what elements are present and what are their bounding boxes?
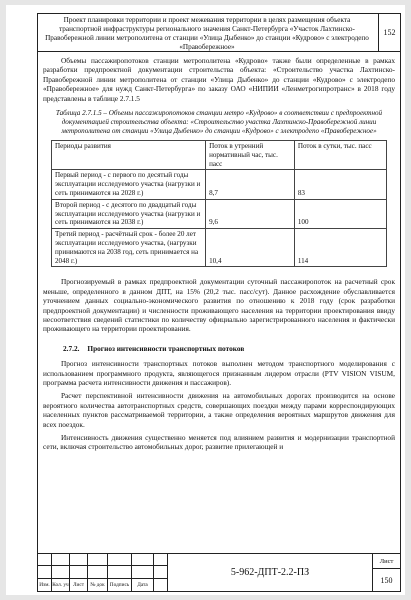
sheet-number: 150 [380, 576, 393, 585]
stamp-cell [52, 566, 70, 578]
page-frame [37, 13, 401, 592]
section-number: 2.7.2. [63, 343, 80, 353]
sheet-label: Лист [373, 554, 400, 569]
stamp-grid [38, 554, 168, 591]
stamp-cell [108, 554, 132, 566]
header-cell: Поток в утренний нормативный час, тыс. пасс [206, 141, 295, 170]
table-row [52, 229, 387, 267]
stamp-cell [88, 566, 108, 578]
title-block [38, 553, 400, 591]
header-cell: Периоды развития [52, 141, 206, 170]
hour-flow-cell: 9,6 [206, 199, 295, 228]
period-cell: Третий период - расчётный срок - более 20 лет эксплуатации исследуемого участка, (нагрузки принимаются на 2038 год, сеть принимается на 2048 г.) [52, 229, 206, 267]
period-cell: Второй период - с десятого по двадцатый годы эксплуатации исследуемого участка (нагрузки и сеть принимаются на 2038 г.) [52, 199, 206, 228]
stamp-cell [154, 566, 168, 578]
stamp-cell [154, 579, 168, 591]
table-row [52, 199, 387, 228]
header-page-number: 152 [378, 14, 400, 51]
stamp-label-date: Дата [132, 579, 154, 591]
section-paragraph: Расчет перспективной интенсивности движения на автомобильных дорогах производится на основе вероятного количества автотранспортных средств, совершающих поездки между парами корреспондирующих населенных пунктов рассматриваемой территории, а также определения вероятных маршрутов движения для всех поездок. [43, 391, 395, 429]
header-cell: Поток в сутки, тыс. пасс [294, 141, 386, 170]
day-flow-cell: 114 [294, 229, 386, 267]
stamp-cell [132, 566, 154, 578]
day-flow-cell: 83 [294, 170, 386, 199]
header-title: Проект планировки территории и проект межевания территории в целях размещения объекта транспортной инфраструктуры регионального значения Санкт-Петербурга «Участок Лахтинско-Правобережной линии метрополитена от станции «Улица Дыбенко» до станции «Кудрово» с электродепо «Правобережное» [45, 16, 369, 51]
intro-paragraph: Объемы пассажиропотоков станции метрополитена «Кудрово» также были определенные в рамках разработки предпроектной документации строительства объекта: «Строительство участка Лахтинско-Правобережной линии метрополитена от станции «Улица Дыбенко» до станции «Кудрово» с электродепо «Правобережное» для нужд Санкт-Петербурга» по заказу ОАО «НИПИИ «Ленметрогипротранс» в 2018 году представлены в таблице 2.7.1.5 [43, 56, 395, 103]
stamp-cell [70, 554, 88, 566]
stamp-cell [154, 554, 168, 566]
section-paragraph: Интенсивность движения существенно меняется под влиянием развития и модернизации транспортной сети, включая строительство автомобильных дорог, развитие прилегающей и [43, 433, 395, 452]
stamp-cell [88, 554, 108, 566]
stamp-label-kol: Кол. уч [52, 579, 70, 591]
stamp-cell [108, 566, 132, 578]
table-header-row [52, 141, 387, 170]
section-heading [63, 344, 395, 353]
page-header [38, 14, 400, 52]
day-flow-cell: 100 [294, 199, 386, 228]
stamp-label-doc: № док [88, 579, 108, 591]
document-page [6, 5, 405, 595]
forecast-paragraph: Прогнозируемый в рамках предпроектной документации суточный пассажиропоток на расчетный срок меньше, определенного в данном ДПТ, на 15% (20,2 тыс. пасс/сут). Данное расхождение обуславливается уточнением данных социально-экономического развития по отношению к 2018 году (срок разработки предпроектной документации) и численности проживающего населения на территории проектирования ввиду несоответствия сведений статистики по количеству официально зарегистрированного населения и фактически проживающего на территории проектирования. [43, 277, 395, 334]
stamp-cell [38, 554, 52, 566]
stamp-label-izm: Изм. [38, 579, 52, 591]
document-code: 5-962-ДПТ-2.2-ПЗ [230, 567, 310, 578]
table-row [52, 170, 387, 199]
section-paragraph: Прогноз интенсивности транспортных потоков выполнен методом транспортного моделирования с использованием программного продукта, являющегося признанным лидером отрасли (PTV VISION VISUM, программа расчета интенсивности движения и пассажиров). [43, 359, 395, 388]
sheet-box [372, 554, 400, 591]
hour-flow-cell: 10,4 [206, 229, 295, 267]
stamp-cell [38, 566, 52, 578]
stamp-label-list: Лист [70, 579, 88, 591]
stamp-cell [132, 554, 154, 566]
passenger-flow-table [51, 140, 387, 267]
hour-flow-cell: 8,7 [206, 170, 295, 199]
table-caption: Таблица 2.7.1.5 – Объемы пассажиропотоков станции метро «Кудрово» в соответствии с предпроектной документацией строительства объекта: «Строительство участка Лахтинско-Правобережной линии метрополитена от станции «Улица Дыбенко» до станции «Кудрово» с электродепо «Правобережное» [55, 109, 383, 136]
section-title: Прогноз интенсивности транспортных потоков [87, 343, 245, 353]
page-body [38, 56, 400, 452]
stamp-label-signature: Подпись [108, 579, 132, 591]
stamp-cell [70, 566, 88, 578]
period-cell: Первый период - с первого по десятый годы эксплуатации исследуемого участка (нагрузки и сеть принимаются на 2028 г.) [52, 170, 206, 199]
stamp-cell [52, 554, 70, 566]
